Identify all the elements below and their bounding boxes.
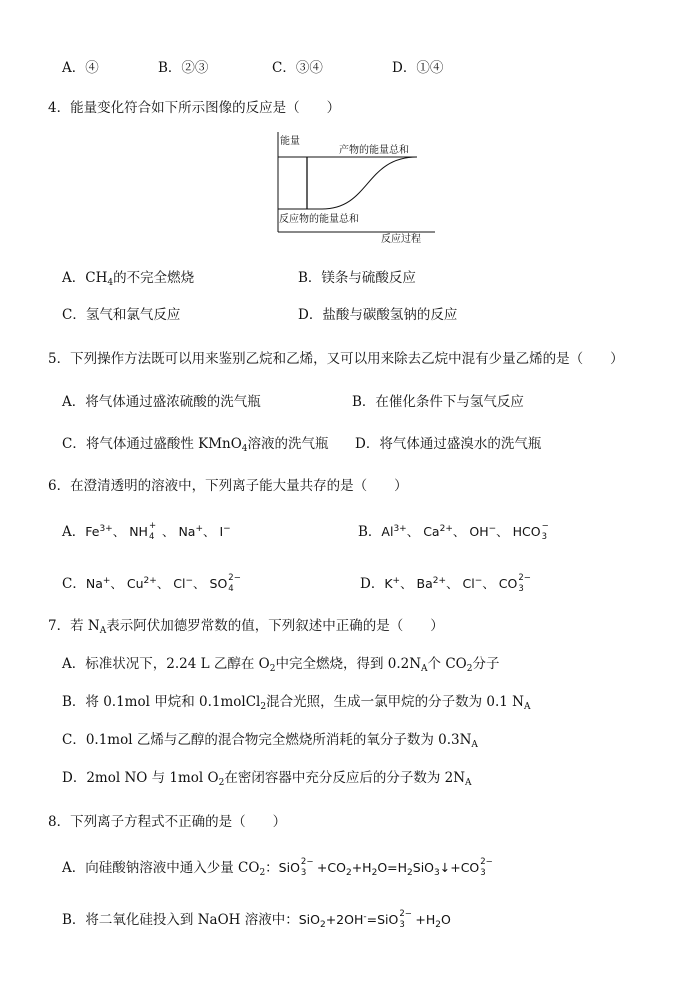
q5-option-b: B．在催化条件下与氢气反应: [352, 394, 524, 410]
q4-option-b: B．镁条与硫酸反应: [298, 270, 416, 286]
q7-option-d: D．2mol NO 与 1mol $O_2$在密闭容器中充分反应后的分子数为 $2N_A$: [62, 770, 472, 788]
q3-option-b: B．②③: [158, 60, 209, 76]
q6-option-c: C．Na+、 $Cu^{2+}$、 Cl−、 SO 2− 4: [62, 572, 241, 594]
q7-option-c: C．0.1mol 乙烯与乙醇的混合物完全燃烧所消耗的氧分子数为 $0.3N_A$: [62, 732, 478, 750]
reactant-energy-label: 反应物的能量总和: [279, 214, 359, 225]
q3-option-a: A．④: [62, 60, 99, 76]
q8-option-b: B．将二氧化硅投入到 NaOH 溶液中：SiO$_2$+2OH-=SiO 2− 3 $+H_2O$: [62, 908, 451, 930]
q8-option-a: A．向硅酸钠溶液中通入少量 $CO_2$：SiO 2− 3 $+CO_2+H_2O=H_2SiO_3↓+CO$ 2− 3: [62, 856, 493, 878]
q5-option-a: A．将气体通过盛浓硫酸的洗气瓶: [62, 394, 261, 410]
q4-option-c: C．氢气和氯气反应: [62, 307, 181, 323]
q3-option-c: C．③④: [272, 60, 323, 76]
q6-option-d: D．K+、 $Ba^{2+}$、 Cl−、 CO 2− 3: [360, 572, 531, 594]
q5-option-c: C．将气体通过盛酸性 KMnO$_4$溶液的洗气瓶: [62, 436, 329, 454]
q8-stem: 8．下列离子方程式不正确的是（ ）: [48, 814, 287, 830]
product-energy-label: 产物的能量总和: [339, 145, 409, 156]
q6-option-b: B．$Al^{3+}$、 $Ca^{2+}$、 OH−、 HCO − 3: [358, 520, 549, 542]
energy-curve: [322, 157, 417, 209]
q3-option-d: D．①④: [392, 60, 444, 76]
q5-option-d: D．将气体通过盛溴水的洗气瓶: [355, 436, 542, 452]
q5-stem: 5．下列操作方法既可以用来鉴别乙烷和乙烯，又可以用来除去乙烷中混有少量乙烯的是（ ）: [48, 351, 624, 367]
q7-option-a: A．标准状况下，2.24 L 乙醇在 $O_2$中完全燃烧，得到 $0.2N_A$个 $CO_2$分子: [62, 656, 500, 674]
energy-y-label: 能量: [280, 136, 300, 147]
energy-x-label: 反应过程: [381, 234, 421, 245]
q4-option-d: D．盐酸与碳酸氢钠的反应: [298, 307, 458, 323]
q4-stem: 4．能量变化符合如下所示图像的反应是（ ）: [48, 100, 341, 116]
q7-option-b: B．将 0.1mol 甲烷和 0.1molCl$_2$混合光照，生成一氯甲烷的分子数为 0.1 $N_A$: [62, 694, 531, 712]
energy-diagram: [265, 128, 445, 248]
q7-stem: 7．若 $N_A$表示阿伏加德罗常数的值，下列叙述中正确的是（ ）: [48, 618, 444, 636]
q4-option-a: A．$CH_4$的不完全燃烧: [62, 270, 195, 288]
q6-stem: 6．在澄清透明的溶液中，下列离子能大量共存的是（ ）: [48, 478, 408, 494]
q6-option-a: A．$Fe^{3+}$、 NH + 4 、 Na+、 I−: [62, 520, 231, 542]
